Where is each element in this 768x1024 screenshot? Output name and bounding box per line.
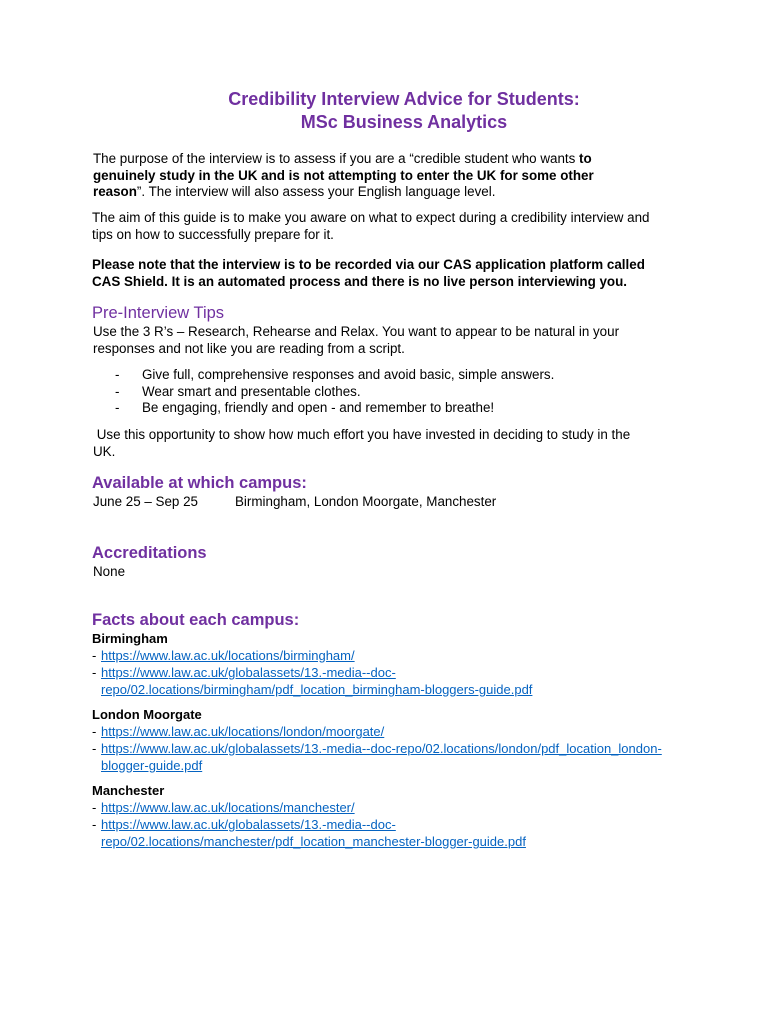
document-title-line-2: MSc Business Analytics xyxy=(300,112,508,132)
link-row xyxy=(92,740,662,757)
aim-text: tips on how to successfully prepare for it. xyxy=(92,226,334,242)
manchester-guide-link-cont[interactable]: repo/02.locations/manchester/pdf_location_manchester-blogger-guide.pdf xyxy=(101,834,526,849)
closing-paragraph xyxy=(93,427,693,460)
facts-heading: Facts about each campus: xyxy=(92,611,300,629)
accreditations-heading: Accreditations xyxy=(92,544,207,562)
campus-name-birmingham: Birmingham xyxy=(92,631,168,646)
link-continuation xyxy=(101,757,202,774)
list-item xyxy=(115,384,361,401)
link-marker: - xyxy=(92,741,97,756)
bullet-marker: - xyxy=(115,384,120,399)
pre-interview-heading: Pre-Interview Tips xyxy=(92,304,225,322)
bullet-marker: - xyxy=(115,400,120,415)
note-text: CAS Shield. It is an automated process and there is no live person interviewing you. xyxy=(92,273,628,289)
availability-heading: Available at which campus: xyxy=(92,474,307,492)
availability-campuses: Birmingham, London Moorgate, Manchester xyxy=(235,494,497,509)
link-continuation xyxy=(101,833,526,850)
link-marker: - xyxy=(92,817,97,832)
aim-text: The aim of this guide is to make you aware on what to expect during a credibility interview and xyxy=(92,210,650,225)
intro-text: The purpose of the interview is to assess if you are a “credible student who wants xyxy=(93,151,580,166)
closing-text: Use this opportunity to show how much effort you have invested in deciding to study in the xyxy=(93,427,631,442)
tips-text: Use the 3 R’s – Research, Rehearse and Relax. You want to appear to be natural in your xyxy=(93,324,620,339)
birmingham-location-link[interactable]: https://www.law.ac.uk/locations/birmingham/ xyxy=(101,648,355,663)
campus-name-london: London Moorgate xyxy=(92,707,202,722)
link-marker: - xyxy=(92,648,97,663)
link-row xyxy=(92,647,355,664)
list-item xyxy=(115,400,494,417)
link-row xyxy=(92,816,396,833)
list-item xyxy=(115,367,554,384)
recording-note xyxy=(92,257,692,290)
birmingham-guide-link[interactable]: https://www.law.ac.uk/globalassets/13.-media--doc- xyxy=(101,665,396,680)
intro-bold: reason xyxy=(93,184,137,199)
guide-aim-paragraph xyxy=(92,210,692,243)
availability-dates: June 25 – Sep 25 xyxy=(93,494,198,509)
tips-text: responses and not like you are reading from a script. xyxy=(93,340,405,356)
link-marker: - xyxy=(92,724,97,739)
manchester-guide-link[interactable]: https://www.law.ac.uk/globalassets/13.-media--doc- xyxy=(101,817,396,832)
link-row xyxy=(92,723,384,740)
intro-bold: genuinely study in the UK and is not attempting to enter the UK for some other xyxy=(93,167,594,183)
closing-text: UK. xyxy=(93,443,116,459)
bullet-text: Give full, comprehensive responses and avoid basic, simple answers. xyxy=(142,367,555,382)
bullet-text: Wear smart and presentable clothes. xyxy=(142,384,361,399)
intro-paragraph xyxy=(93,151,693,201)
intro-text: ”. The interview will also assess your English language level. xyxy=(136,184,496,199)
document-title-line-1: Credibility Interview Advice for Students: xyxy=(228,89,580,109)
campus-name-manchester: Manchester xyxy=(92,783,165,798)
london-location-link[interactable]: https://www.law.ac.uk/locations/london/moorgate/ xyxy=(101,724,385,739)
link-row xyxy=(92,799,355,816)
birmingham-guide-link-cont[interactable]: repo/02.locations/birmingham/pdf_location_birmingham-bloggers-guide.pdf xyxy=(101,682,533,697)
link-continuation xyxy=(101,681,532,698)
manchester-location-link[interactable]: https://www.law.ac.uk/locations/manchester/ xyxy=(101,800,355,815)
link-marker: - xyxy=(92,665,97,680)
note-text: Please note that the interview is to be recorded via our CAS application platform called xyxy=(92,257,645,272)
accreditations-value: None xyxy=(93,564,126,579)
link-row xyxy=(92,664,396,681)
link-marker: - xyxy=(92,800,97,815)
intro-bold: to xyxy=(579,151,592,166)
tips-paragraph xyxy=(93,324,693,357)
london-guide-link-cont[interactable]: blogger-guide.pdf xyxy=(101,758,203,773)
london-guide-link[interactable]: https://www.law.ac.uk/globalassets/13.-media--doc-repo/02.locations/london/pdf_location_london- xyxy=(101,741,662,756)
bullet-marker: - xyxy=(115,367,120,382)
bullet-text: Be engaging, friendly and open - and remember to breathe! xyxy=(142,400,495,415)
